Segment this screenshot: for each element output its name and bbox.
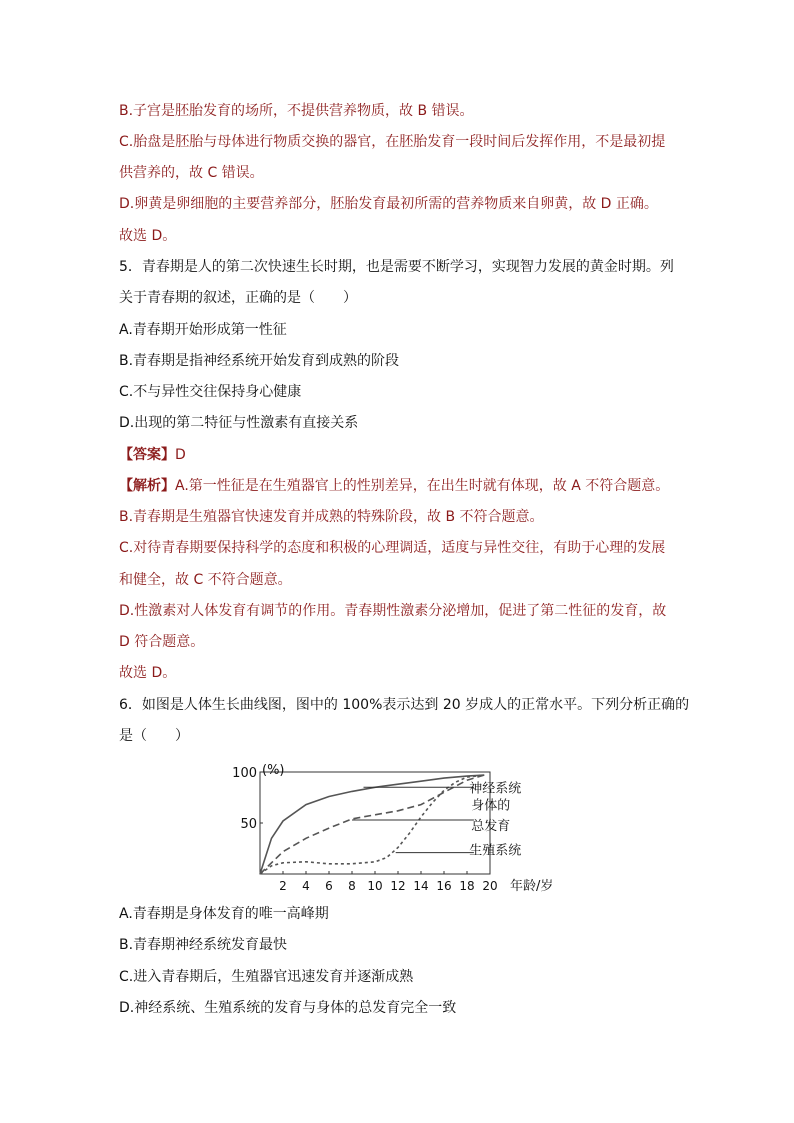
chart-labels <box>352 780 521 858</box>
question-5-stem-line2: 关于青春期的叙述，正确的是（ ） <box>119 290 357 306</box>
option-a: A.青春期是身体发育的唯一高峰期 <box>119 906 329 922</box>
y-tick-label: 50 <box>240 817 257 832</box>
analysis-option-c-line1: C.对待青春期要保持科学的态度和积极的心理调适，适度与异性交往，有助于心理的发展 <box>119 540 666 556</box>
analysis-conclusion: 故选 D。 <box>119 665 177 681</box>
question-6-stem-line1: 6．如图是人体生长曲线图，图中的 100%表示达到 20 岁成人的正常水平。下列分析正确的 <box>119 697 690 713</box>
option-c: C.进入青春期后，生殖器官迅速发育并逐渐成熟 <box>119 969 414 985</box>
chart-series <box>260 775 484 874</box>
option-d: D.神经系统、生殖系统的发育与身体的总发育完全一致 <box>119 1000 457 1016</box>
series-label: 总发育 <box>471 819 511 835</box>
x-tick-label: 8 <box>348 879 356 893</box>
analysis-option-c-line2: 供营养的，故 C 错误。 <box>119 165 264 181</box>
x-axis-label: 年龄/岁 <box>510 879 554 894</box>
analysis-option-a: A.第一性征是在生殖器官上的性别差异，在出生时就有体现，故 A 不符合题意。 <box>175 478 670 494</box>
analysis-option-c-line1: C.胎盘是胚胎与母体进行物质交换的器官，在胚胎发育一段时间后发挥作用，不是最初提 <box>119 134 666 150</box>
x-tick-label: 12 <box>390 879 406 893</box>
series-label: 神经系统 <box>469 781 522 797</box>
series-line <box>260 775 484 874</box>
x-tick-label: 4 <box>302 879 310 893</box>
x-tick-label: 14 <box>413 879 429 893</box>
series-label: 生殖系统 <box>469 843 522 859</box>
series-label: 身体的 <box>471 798 511 814</box>
answer-value: D <box>175 447 186 463</box>
option-c: C.不与异性交往保持身心健康 <box>119 384 302 400</box>
analysis-tag: 【解析】 <box>119 478 175 494</box>
analysis-option-d-line1: D.性激素对人体发育有调节的作用。青春期性激素分泌增加，促进了第二性征的发育，故 <box>119 603 667 619</box>
answer-line <box>119 445 186 465</box>
option-d: D.出现的第二特征与性激素有直接关系 <box>119 415 359 431</box>
series-line <box>260 775 484 874</box>
analysis-option-d-line2: D 符合题意。 <box>119 634 205 650</box>
x-tick-label: 10 <box>367 879 383 893</box>
analysis-line-a <box>119 476 669 496</box>
x-tick-label: 6 <box>325 879 333 893</box>
option-a: A.青春期开始形成第一性征 <box>119 322 287 338</box>
question-5-stem-line1: 5．青春期是人的第二次快速生长时期，也是需要不断学习，实现智力发展的黄金时期。列 <box>119 259 674 275</box>
option-b: B.青春期神经系统发育最快 <box>119 937 288 953</box>
analysis-conclusion: 故选 D。 <box>119 228 177 244</box>
question-6-stem-line2: 是（ ） <box>119 728 189 744</box>
analysis-option-c-line2: 和健全，故 C 不符合题意。 <box>119 572 292 588</box>
x-tick-label: 18 <box>459 879 475 893</box>
series-line <box>260 775 484 874</box>
y-tick-label: 100 <box>232 766 257 781</box>
option-b: B.青春期是指神经系统开始发育到成熟的阶段 <box>119 353 400 369</box>
x-tick-label: 2 <box>279 879 287 893</box>
growth-curve-chart <box>232 752 576 900</box>
x-tick-label: 16 <box>436 879 452 893</box>
y-axis-label: (%) <box>262 763 285 778</box>
x-tick-label: 20 <box>482 879 498 893</box>
analysis-option-b: B.子宫是胚胎发育的场所，不提供营养物质，故 B 错误。 <box>119 103 474 119</box>
analysis-option-d: D.卵黄是卵细胞的主要营养部分，胚胎发育最初所需的营养物质来自卵黄，故 D 正确。 <box>119 196 658 212</box>
answer-tag: 【答案】 <box>119 447 175 463</box>
analysis-option-b: B.青春期是生殖器官快速发育并成熟的特殊阶段，故 B 不符合题意。 <box>119 509 544 525</box>
